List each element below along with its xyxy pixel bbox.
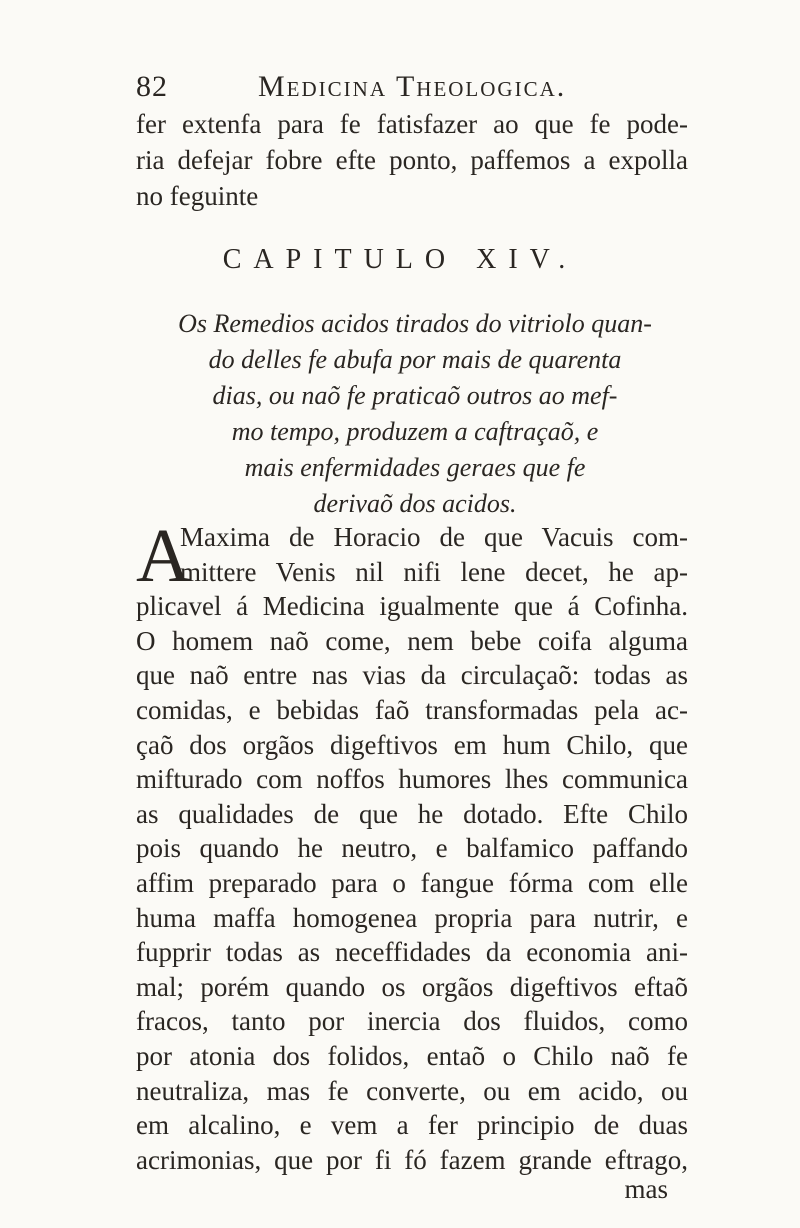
- text-line: plicavel á Medicina igualmente que á Cofinha.: [136, 591, 688, 622]
- text-line: fracos, tanto por inercia dos fluidos, como: [136, 1006, 688, 1037]
- text-line: mal; porém quando os orgãos digeftivos eftaõ: [136, 971, 688, 1002]
- summary-line: derivaõ dos acidos.: [313, 489, 517, 518]
- text-line: as qualidades de que he dotado. Efte Chilo: [136, 798, 688, 829]
- page-number: 82: [136, 70, 168, 103]
- drop-cap: A: [136, 514, 191, 598]
- chapter-heading: CAPITULO XIV.: [222, 244, 578, 275]
- text-line: no feguinte: [136, 181, 259, 211]
- text-line: por atonia dos folidos, entaõ o Chilo naõ fe: [136, 1040, 688, 1071]
- summary-line: mo tempo, produzem a caftraçaõ, e: [231, 417, 599, 446]
- text-line: mittere Venis nil nifi lene decet, he ap-: [180, 556, 688, 587]
- text-line: huma maffa homogenea propria para nutrir, e: [136, 902, 688, 933]
- text-line: neutraliza, mas fe converte, ou em acido, ou: [136, 1075, 688, 1106]
- text-line: ria defejar fobre efte ponto, paffemos a expolla: [136, 145, 688, 175]
- chapter-summary: [148, 306, 682, 522]
- text-line: acrimonias, que por fi fó fazem grande eftrago,: [136, 1144, 688, 1175]
- catchword: mas: [624, 1174, 668, 1204]
- summary-line: Os Remedios acidos tirados do vitriolo quan-: [178, 309, 652, 338]
- intro-paragraph: [136, 106, 688, 214]
- text-line: fupprir todas as neceffidades da economia ani-: [136, 937, 688, 968]
- text-line: em alcalino, e vem a fer principio de duas: [136, 1110, 688, 1141]
- summary-line: dias, ou naõ fe praticaõ outros ao mef-: [212, 381, 618, 410]
- text-line: que naõ entre nas vias da circulaçaõ: todas as: [136, 660, 688, 691]
- text-line: pois quando he neutro, e balfamico paffando: [136, 833, 688, 864]
- text-line: mifturado com noffos humores lhes communica: [136, 764, 688, 795]
- summary-line: do delles fe abufa por mais de quarenta: [208, 345, 622, 374]
- text-line: affim preparado para o fangue fórma com elle: [136, 867, 688, 898]
- running-title: Medicina Theologica.: [258, 70, 567, 103]
- text-line: Maxima de Horacio de que Vacuis com-: [180, 522, 688, 552]
- summary-line: mais enfermidades geraes que fe: [244, 453, 586, 482]
- running-header: [136, 70, 690, 110]
- main-paragraph: [136, 514, 688, 1177]
- text-line: comidas, e bebidas faõ transformadas pela ac-: [136, 694, 688, 725]
- text-line: O homem naõ come, nem bebe coifa alguma: [136, 625, 688, 656]
- text-line: çaõ dos orgãos digeftivos em hum Chilo, que: [136, 729, 688, 760]
- text-line: fer extenfa para fe fatisfazer ao que fe pode-: [136, 109, 688, 139]
